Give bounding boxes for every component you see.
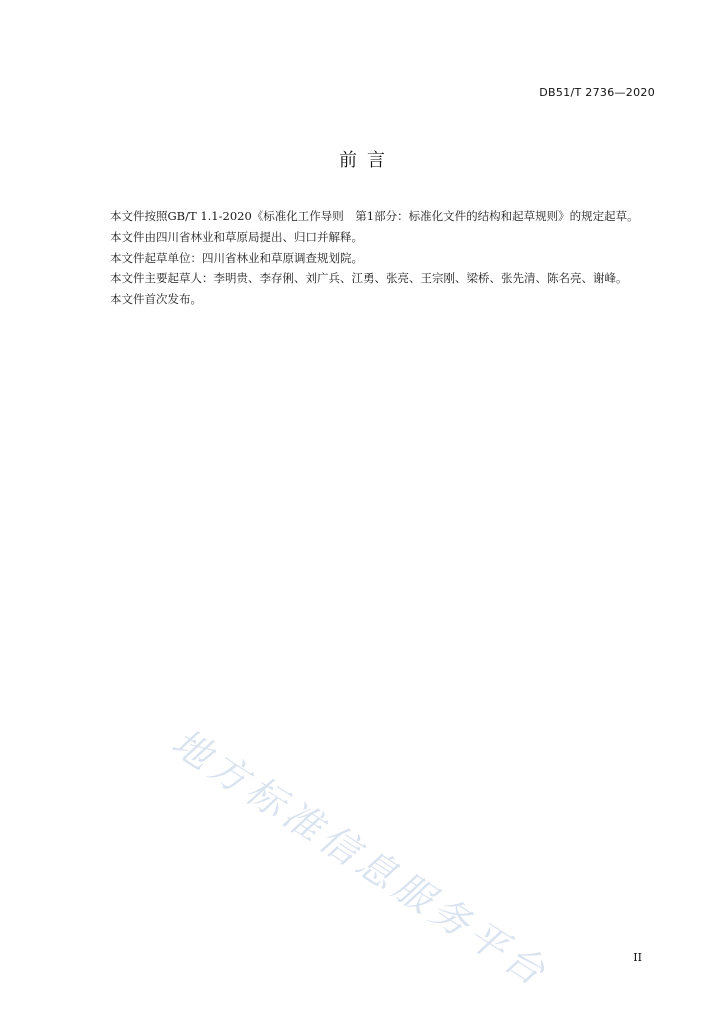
paragraph-proposer: 本文件由四川省林业和草原局提出、归口并解释。 — [110, 229, 363, 244]
watermark: 地方标准信息服务平台 — [164, 719, 558, 997]
paragraph-drafting-basis: 本文件按照GB/T 1.1-2020《标准化工作导则 第1部分：标准化文件的结构和起草规则》的规定起草。 — [110, 209, 639, 223]
page-title: 前言 — [339, 150, 395, 171]
foreword-body — [87, 206, 657, 310]
paragraph-drafters: 本文件主要起草人：李明贵、李存俐、刘广兵、江勇、张亮、王宗刚、梁桥、张先清、陈名亮、谢峰。 — [110, 271, 628, 286]
paragraph-drafting-unit: 本文件起草单位：四川省林业和草原调查规划院。 — [110, 250, 363, 265]
paragraph-first-release: 本文件首次发布。 — [110, 292, 202, 307]
document-code: DB51/T 2736—2020 — [539, 86, 655, 99]
page-number: II — [633, 951, 642, 964]
